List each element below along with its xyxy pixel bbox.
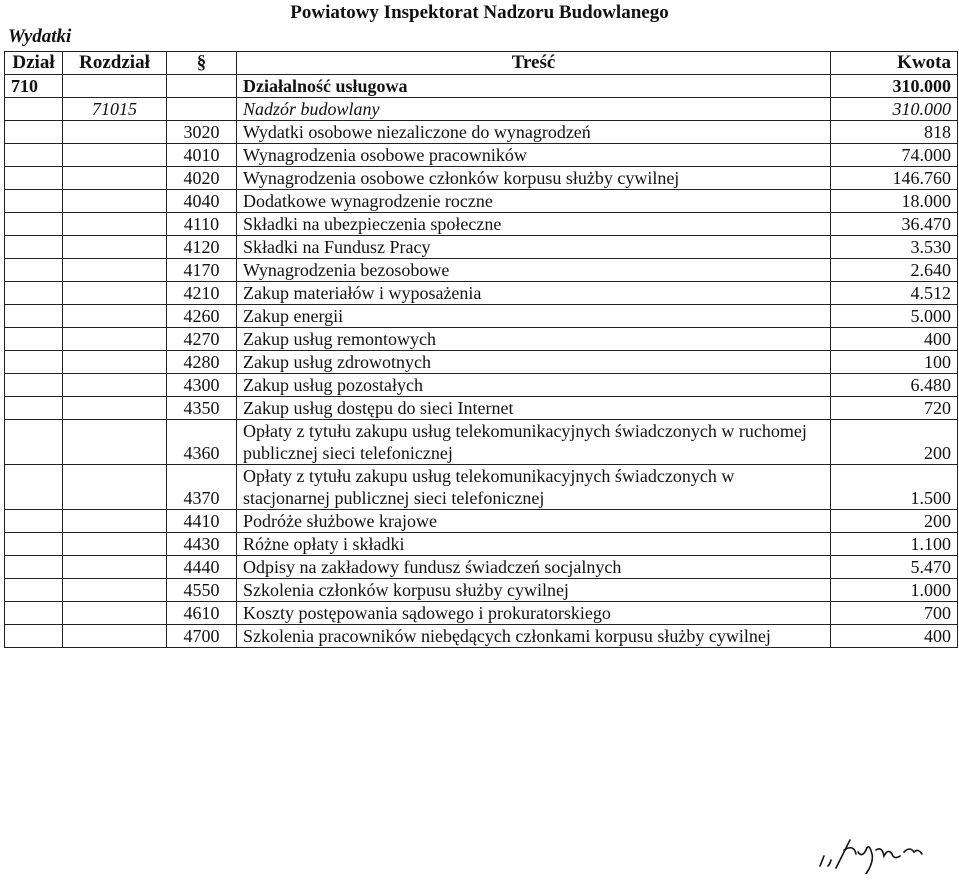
- table-row: [5, 167, 958, 190]
- empty-cell: [63, 374, 167, 397]
- header-paragraf: §: [167, 52, 237, 75]
- item-description: Składki na ubezpieczenia społeczne: [237, 213, 831, 236]
- paragraph-code: 4120: [167, 236, 237, 259]
- empty-cell: [63, 602, 167, 625]
- paragraph-code: 4550: [167, 579, 237, 602]
- item-amount: 36.470: [831, 213, 958, 236]
- empty-cell: [5, 98, 63, 121]
- item-description: Wynagrodzenia bezosobowe: [237, 259, 831, 282]
- item-amount: 5.470: [831, 556, 958, 579]
- paragraph-code: 4280: [167, 351, 237, 374]
- item-amount: 1.100: [831, 533, 958, 556]
- paragraph-code: 4610: [167, 602, 237, 625]
- dzial-code: 710: [5, 75, 63, 98]
- empty-cell: [63, 259, 167, 282]
- item-description: Zakup materiałów i wyposażenia: [237, 282, 831, 305]
- item-description: Opłaty z tytułu zakupu usług telekomunikacyjnych świadczonych w stacjonarnej publicznej sieci telefonicznej: [237, 465, 831, 510]
- paragraph-code: 4300: [167, 374, 237, 397]
- empty-cell: [63, 236, 167, 259]
- header-tresc: Treść: [237, 52, 831, 75]
- item-amount: 6.480: [831, 374, 958, 397]
- empty-cell: [63, 190, 167, 213]
- paragraph-code: 4370: [167, 465, 237, 510]
- item-description: Zakup usług remontowych: [237, 328, 831, 351]
- paragraph-code: 4170: [167, 259, 237, 282]
- item-amount: 400: [831, 328, 958, 351]
- item-description: Odpisy na zakładowy fundusz świadczeń socjalnych: [237, 556, 831, 579]
- table-row: [5, 259, 958, 282]
- empty-cell: [63, 167, 167, 190]
- empty-cell: [63, 556, 167, 579]
- empty-cell: [5, 625, 63, 648]
- item-description: Wydatki osobowe niezaliczone do wynagrodzeń: [237, 121, 831, 144]
- empty-cell: [5, 556, 63, 579]
- item-description: Podróże służbowe krajowe: [237, 510, 831, 533]
- empty-cell: [5, 236, 63, 259]
- table-row: [5, 328, 958, 351]
- document-title: Powiatowy Inspektorat Nadzoru Budowlanego: [290, 2, 669, 23]
- table-row: [5, 121, 958, 144]
- empty-cell: [5, 533, 63, 556]
- item-amount: 5.000: [831, 305, 958, 328]
- empty-cell: [63, 510, 167, 533]
- item-amount: 2.640: [831, 259, 958, 282]
- item-amount: 4.512: [831, 282, 958, 305]
- empty-cell: [63, 213, 167, 236]
- paragraph-code: 4260: [167, 305, 237, 328]
- empty-cell: [5, 213, 63, 236]
- empty-cell: [167, 75, 237, 98]
- table-row: [5, 190, 958, 213]
- item-amount: 200: [831, 420, 958, 465]
- empty-cell: [167, 98, 237, 121]
- handwritten-signature: [814, 832, 934, 874]
- empty-cell: [63, 121, 167, 144]
- paragraph-code: 4010: [167, 144, 237, 167]
- rozdzial-row: [5, 98, 958, 121]
- dzial-name: Działalność usługowa: [237, 75, 831, 98]
- empty-cell: [5, 602, 63, 625]
- table-row: [5, 305, 958, 328]
- item-description: Zakup usług zdrowotnych: [237, 351, 831, 374]
- paragraph-code: 3020: [167, 121, 237, 144]
- empty-cell: [5, 397, 63, 420]
- paragraph-code: 4270: [167, 328, 237, 351]
- item-amount: 720: [831, 397, 958, 420]
- paragraph-code: 4410: [167, 510, 237, 533]
- table-row: [5, 510, 958, 533]
- empty-cell: [5, 465, 63, 510]
- table-row: [5, 625, 958, 648]
- empty-cell: [63, 75, 167, 98]
- header-row: [5, 52, 958, 75]
- empty-cell: [5, 579, 63, 602]
- item-amount: 74.000: [831, 144, 958, 167]
- empty-cell: [5, 374, 63, 397]
- empty-cell: [63, 282, 167, 305]
- item-description: Dodatkowe wynagrodzenie roczne: [237, 190, 831, 213]
- table-row: [5, 374, 958, 397]
- table-row: [5, 213, 958, 236]
- empty-cell: [5, 190, 63, 213]
- item-amount: 700: [831, 602, 958, 625]
- item-description: Zakup energii: [237, 305, 831, 328]
- table-row: [5, 144, 958, 167]
- item-description: Szkolenia pracowników niebędących członkami korpusu służby cywilnej: [237, 625, 831, 648]
- paragraph-code: 4350: [167, 397, 237, 420]
- item-amount: 18.000: [831, 190, 958, 213]
- rozdzial-code: 71015: [63, 98, 167, 121]
- item-amount: 400: [831, 625, 958, 648]
- item-amount: 146.760: [831, 167, 958, 190]
- paragraph-code: 4700: [167, 625, 237, 648]
- item-description: Zakup usług pozostałych: [237, 374, 831, 397]
- empty-cell: [5, 121, 63, 144]
- paragraph-code: 4110: [167, 213, 237, 236]
- dzial-row: [5, 75, 958, 98]
- paragraph-code: 4360: [167, 420, 237, 465]
- item-amount: 1.500: [831, 465, 958, 510]
- item-description: Opłaty z tytułu zakupu usług telekomunikacyjnych świadczonych w ruchomej publicznej sieci telefonicznej: [237, 420, 831, 465]
- paragraph-code: 4440: [167, 556, 237, 579]
- item-description: Wynagrodzenia osobowe członków korpusu służby cywilnej: [237, 167, 831, 190]
- empty-cell: [63, 533, 167, 556]
- empty-cell: [5, 510, 63, 533]
- table-row: [5, 579, 958, 602]
- empty-cell: [5, 420, 63, 465]
- table-row: [5, 533, 958, 556]
- item-description: Składki na Fundusz Pracy: [237, 236, 831, 259]
- item-description: Różne opłaty i składki: [237, 533, 831, 556]
- empty-cell: [63, 305, 167, 328]
- header-kwota: Kwota: [831, 52, 958, 75]
- empty-cell: [5, 305, 63, 328]
- paragraph-code: 4040: [167, 190, 237, 213]
- empty-cell: [63, 579, 167, 602]
- table-row: [5, 397, 958, 420]
- empty-cell: [5, 259, 63, 282]
- empty-cell: [63, 420, 167, 465]
- empty-cell: [5, 351, 63, 374]
- rozdzial-name: Nadzór budowlany: [237, 98, 831, 121]
- empty-cell: [63, 351, 167, 374]
- table-row: [5, 420, 958, 465]
- item-description: Zakup usług dostępu do sieci Internet: [237, 397, 831, 420]
- empty-cell: [63, 144, 167, 167]
- empty-cell: [63, 465, 167, 510]
- item-amount: 818: [831, 121, 958, 144]
- expenses-table: [4, 51, 958, 648]
- item-amount: 1.000: [831, 579, 958, 602]
- table-row: [5, 236, 958, 259]
- empty-cell: [5, 328, 63, 351]
- paragraph-code: 4020: [167, 167, 237, 190]
- table-row: [5, 465, 958, 510]
- dzial-amount: 310.000: [831, 75, 958, 98]
- header-dzial: Dział: [5, 52, 63, 75]
- item-description: Szkolenia członków korpusu służby cywilnej: [237, 579, 831, 602]
- empty-cell: [5, 282, 63, 305]
- item-amount: 100: [831, 351, 958, 374]
- item-description: Koszty postępowania sądowego i prokuratorskiego: [237, 602, 831, 625]
- table-row: [5, 282, 958, 305]
- empty-cell: [5, 167, 63, 190]
- table-row: [5, 351, 958, 374]
- table-row: [5, 602, 958, 625]
- header-rozdzial: Rozdział: [63, 52, 167, 75]
- empty-cell: [63, 397, 167, 420]
- section-heading: Wydatki: [8, 26, 72, 47]
- table-row: [5, 556, 958, 579]
- empty-cell: [63, 328, 167, 351]
- paragraph-code: 4430: [167, 533, 237, 556]
- rozdzial-amount: 310.000: [831, 98, 958, 121]
- item-amount: 3.530: [831, 236, 958, 259]
- empty-cell: [5, 144, 63, 167]
- item-description: Wynagrodzenia osobowe pracowników: [237, 144, 831, 167]
- empty-cell: [63, 625, 167, 648]
- item-amount: 200: [831, 510, 958, 533]
- paragraph-code: 4210: [167, 282, 237, 305]
